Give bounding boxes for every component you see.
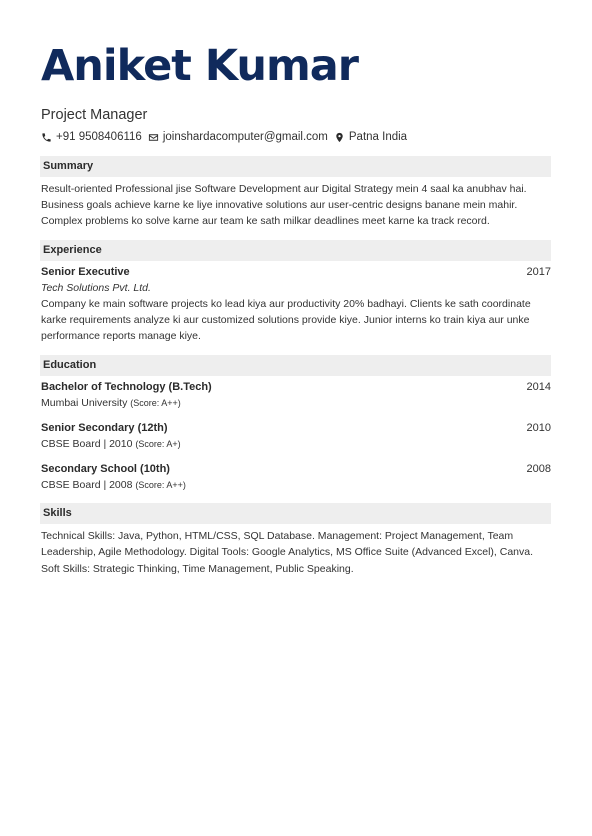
education-score: (Score: A+) (135, 439, 181, 450)
education-year: 2008 (526, 463, 551, 476)
phone-number: +91 9508406116 (56, 131, 142, 143)
location-text: Patna India (348, 131, 408, 143)
envelope-icon (148, 132, 159, 143)
experience-item (41, 264, 551, 345)
experience-year: 2017 (526, 265, 551, 278)
candidate-name: Aniket Kumar (41, 41, 358, 91)
education-title-row (41, 420, 551, 436)
education-year: 2014 (526, 381, 551, 394)
education-item (41, 379, 551, 411)
education-institution-row (41, 395, 551, 411)
education-title: Secondary School (10th) (41, 463, 170, 476)
map-pin-icon (334, 132, 345, 143)
education-item (41, 420, 551, 452)
contact-email (148, 131, 328, 143)
education-year: 2010 (526, 422, 551, 435)
education-institution: Mumbai University (41, 397, 128, 410)
education-title: Senior Secondary (12th) (41, 422, 168, 435)
education-title: Bachelor of Technology (B.Tech) (41, 381, 212, 394)
job-title: Project Manager (41, 107, 148, 123)
email-address: joinshardacomputer@gmail.com (162, 131, 328, 143)
skills-text: Technical Skills: Java, Python, HTML/CSS, SQL Database. Management: Project Management, Team Leadership, Agile Methodology. Digital Tools: Google Analytics, MS Office Suite (Advanced Excel), Canva. Soft Skills: Strategic Thinking, Time Management, Public Speaking. (41, 530, 534, 575)
phone-icon (41, 132, 52, 143)
summary-heading: Summary (40, 156, 551, 177)
contact-location (334, 131, 407, 143)
education-score: (Score: A++) (135, 480, 186, 491)
education-title-row (41, 379, 551, 395)
experience-title-row (41, 264, 551, 280)
summary-text: Result-oriented Professional jise Software Development aur Digital Strategy mein 4 saal ka anubhav hai. Business goals achieve karne ke liye innovative solutions aur user-centric designs banane mein mahir. Complex problems ko solve karne aur team ke sath milkar deadlines meet karne ka track record. (41, 183, 527, 228)
experience-title: Senior Executive (41, 265, 130, 278)
education-heading: Education (40, 355, 551, 376)
education-institution: CBSE Board | 2008 (41, 479, 133, 492)
education-score: (Score: A++) (130, 398, 181, 409)
education-institution-row (41, 477, 551, 493)
skills-heading: Skills (40, 503, 551, 524)
education-institution-row (41, 436, 551, 452)
contact-phone (41, 131, 142, 143)
experience-company: Tech Solutions Pvt. Ltd. (41, 281, 151, 294)
contact-row (41, 129, 551, 145)
education-institution: CBSE Board | 2010 (41, 438, 133, 451)
experience-description: Company ke main software projects ko lead kiya aur productivity 20% badhayi. Clients ke sath coordinate karke requirements analyze ki aur customized solutions provide kiye. Junior interns ko train kiya aur unke performance reports manage kiye. (41, 297, 531, 343)
education-title-row (41, 461, 551, 477)
experience-heading: Experience (40, 240, 551, 261)
education-item (41, 461, 551, 493)
